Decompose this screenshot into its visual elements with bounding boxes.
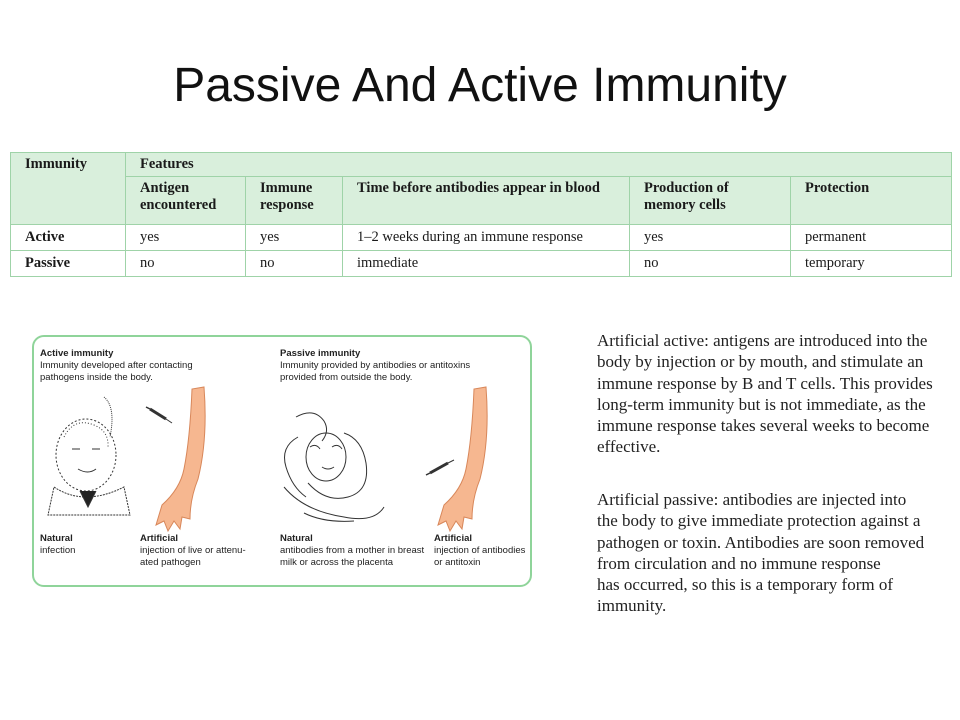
caption-text: infection (40, 545, 76, 556)
table-cell: yes (126, 225, 246, 251)
table-row (11, 225, 952, 251)
table-cell: permanent (791, 225, 952, 251)
caption-artificial-passive (434, 533, 525, 569)
paragraph-line: Artificial passive: antibodies are injected into (597, 490, 907, 509)
table-cell: 1–2 weeks during an immune response (343, 225, 630, 251)
caption-text: injection of antibodies (434, 545, 526, 556)
active-immunity-desc: pathogens inside the body. (40, 372, 153, 383)
row-label-active: Active (11, 225, 126, 251)
caption-text: ated pathogen (140, 557, 201, 568)
caption-label: Natural (40, 533, 73, 544)
mother-baby-illustration (284, 413, 384, 521)
active-immunity-title: Active immunity (40, 348, 114, 359)
paragraph-line: has occurred, so this is a temporary form of (597, 575, 893, 595)
passive-immunity-title: Passive immunity (280, 348, 361, 359)
active-immunity-desc: Immunity developed after contacting (40, 360, 193, 371)
caption-text: milk or across the placenta (280, 557, 393, 568)
caption-text: or antitoxin (434, 557, 481, 568)
col-protection: Protection (791, 177, 952, 225)
table-header-immunity: Immunity (11, 153, 126, 225)
col-antigen-encountered: Antigen encountered (126, 177, 246, 225)
table-cell: no (246, 251, 343, 277)
caption-artificial-active (140, 533, 246, 569)
artificial-passive-paragraph (597, 489, 937, 617)
col-immune-response: Immune response (246, 177, 343, 225)
arm-injection-illustration-2 (426, 387, 487, 531)
paragraph-line: body by injection or by mouth, and stimulate an (597, 352, 924, 372)
caption-natural-passive (280, 533, 424, 569)
table-cell: immediate (343, 251, 630, 277)
caption-text: antibodies from a mother in breast (280, 545, 425, 556)
table-cell: no (630, 251, 791, 277)
paragraph-line: the body to give immediate protection against a (597, 511, 921, 531)
table-cell: yes (246, 225, 343, 251)
sick-man-illustration (48, 397, 130, 515)
paragraph-line: Artificial active: antigens are introduced into the (597, 331, 928, 350)
passive-immunity-desc: Immunity provided by antibodies or antitoxins (280, 360, 471, 371)
table-row (11, 251, 952, 277)
caption-label: Artificial (434, 533, 473, 544)
table-cell: temporary (791, 251, 952, 277)
paragraph-line: from circulation and no immune response (597, 553, 881, 573)
artificial-active-paragraph (597, 330, 937, 458)
paragraph-line: immune response by B and T cells. This provides (597, 373, 933, 393)
caption-label: Natural (280, 533, 313, 544)
col-memory-cells: Production of memory cells (630, 177, 791, 225)
paragraph-line: pathogen or toxin. Antibodies are soon removed (597, 532, 925, 552)
paragraph-line: immune response takes several weeks to become (597, 416, 930, 436)
passive-immunity-desc: provided from outside the body. (280, 372, 413, 383)
table-cell: yes (630, 225, 791, 251)
page-title: Passive And Active Immunity (173, 59, 787, 112)
immunity-table (10, 152, 952, 277)
paragraph-line: effective. (597, 437, 661, 457)
table-header-features: Features (126, 153, 952, 177)
col-time-before-antibodies: Time before antibodies appear in blood (343, 177, 630, 225)
immunity-diagram (32, 335, 532, 587)
caption-text: injection of live or attenu- (140, 545, 246, 556)
caption-label: Artificial (140, 533, 179, 544)
paragraph-line: long-term immunity but is not immediate, as the (597, 394, 926, 414)
paragraph-line: immunity. (597, 596, 667, 616)
table-cell: no (126, 251, 246, 277)
row-label-passive: Passive (11, 251, 126, 277)
arm-injection-illustration-1 (146, 387, 205, 531)
caption-natural-active (40, 533, 75, 557)
